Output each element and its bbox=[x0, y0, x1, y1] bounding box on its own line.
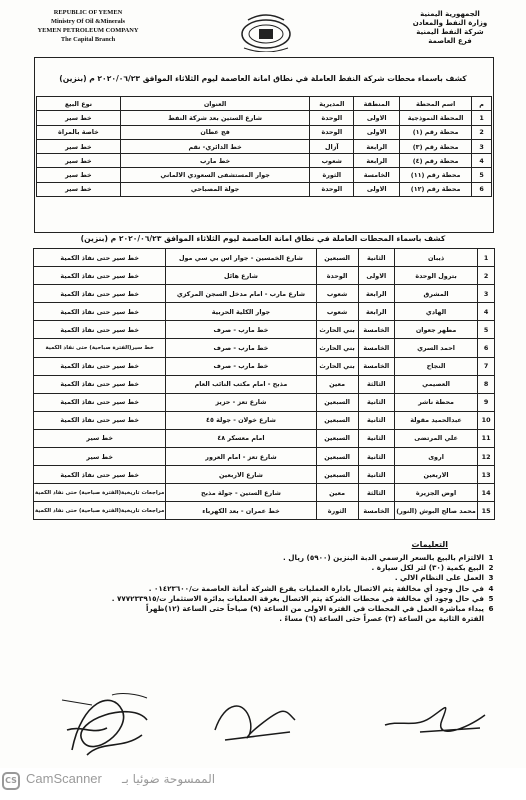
cell-zone: الخامسة bbox=[358, 339, 394, 357]
cell-station: الاربعين bbox=[394, 466, 477, 484]
cell-station: محمد صالح البوش (النور) bbox=[394, 502, 477, 520]
instruction-number: 3 bbox=[488, 573, 494, 583]
instruction-text: في حال وجود أي مخالفة في محطات الشركة يتم الاتصال بغرفة العمليات بدائرة الاستثمار ت/٧٧٧٢٣٣٩١٥ . bbox=[111, 593, 484, 603]
cell-address: شارع الستين بعد شركة النفط bbox=[120, 111, 310, 125]
cell-number: 2 bbox=[478, 267, 495, 285]
table-row bbox=[34, 249, 495, 267]
cell-address: شارع مارب - امام مدخل السجن المركزي bbox=[166, 285, 316, 303]
company-logo bbox=[238, 12, 294, 52]
cell-sale-type: خط سير حتى نفاذ الكمية bbox=[34, 357, 166, 375]
camscanner-brand: CamScanner bbox=[26, 771, 102, 786]
cell-district: السبعين bbox=[316, 411, 358, 429]
cell-zone: الاولى bbox=[354, 125, 400, 139]
table-row bbox=[34, 484, 495, 502]
cell-number: 4 bbox=[478, 303, 495, 321]
cell-number: 13 bbox=[478, 466, 495, 484]
letterhead-line: Ministry Of Oil &Minerals bbox=[50, 18, 125, 25]
table1-title: كشف باسماء محطات شركة النفط العاملة في نطاق امانة العاصمة ليوم الثلاثاء الموافق ٢٠٢٠/٠٦/٢٣ م (بنزين) bbox=[59, 74, 467, 83]
letterhead-line: The Capital Branch bbox=[60, 36, 116, 43]
cell-district: الثورة bbox=[316, 502, 358, 520]
cell-district: معين bbox=[316, 484, 358, 502]
cell-district: بني الحارث bbox=[316, 357, 358, 375]
cell-address: شارع خولان - جولة ٤٥ bbox=[166, 411, 316, 429]
cell-number: 1 bbox=[478, 249, 495, 267]
table-row bbox=[34, 502, 495, 520]
cell-station: علي المرتضى bbox=[394, 429, 477, 447]
table-row bbox=[37, 139, 492, 153]
cell-zone: الثانية bbox=[358, 249, 394, 267]
table-row bbox=[37, 154, 492, 168]
cell-sale-type: خط سير حتى نفاذ الكمية bbox=[34, 285, 166, 303]
cell-number: 11 bbox=[478, 429, 495, 447]
cell-sale-type: خط سير حتى نفاذ الكمية bbox=[34, 466, 166, 484]
cell-address: شارع الستين - جولة مذبح bbox=[166, 484, 316, 502]
cell-zone: الرابعة bbox=[354, 154, 400, 168]
cell-district: آزال bbox=[310, 139, 354, 153]
table-row bbox=[37, 168, 492, 182]
instruction-number: 4 bbox=[488, 583, 494, 593]
cell-zone: الاولى bbox=[354, 182, 400, 196]
cell-address: جوار المستشفى السعودي الالماني bbox=[120, 168, 310, 182]
cell-station: مطهر جعوان bbox=[394, 321, 477, 339]
cell-district: معين bbox=[316, 375, 358, 393]
cell-sale-type: خاصة بالمراة bbox=[37, 125, 121, 139]
instruction-item bbox=[28, 563, 498, 573]
cell-zone: الرابعة bbox=[354, 139, 400, 153]
cell-address: خط مارب bbox=[120, 154, 310, 168]
cell-address: مذبح - امام مكتب النائب العام bbox=[166, 375, 316, 393]
cell-station: محطة رقم (١) bbox=[400, 125, 472, 139]
cell-number: 2 bbox=[472, 125, 492, 139]
cell-sale-type: خط سير حتى نفاذ الكمية bbox=[34, 303, 166, 321]
instruction-text: في حال وجود أي مخالفة يتم الاتصال بادارة العمليات بفرع الشركة أمانة العاصمة ت/٠١٤٢٣٦٠٠ . bbox=[148, 583, 484, 593]
signature-right bbox=[380, 690, 490, 740]
cell-station: احمد السري bbox=[394, 339, 477, 357]
instruction-text: الفترة الثانية من الساعة (٣) عصراً حتى الساعة (٦) مساءً . bbox=[279, 614, 484, 624]
cell-number: 1 bbox=[472, 111, 492, 125]
cell-district: السبعين bbox=[316, 393, 358, 411]
table-row bbox=[37, 111, 492, 125]
cell-district: شعوب bbox=[316, 285, 358, 303]
cell-number: 3 bbox=[478, 285, 495, 303]
cell-station: اوض الجزيرة bbox=[394, 484, 477, 502]
company-stations-table bbox=[36, 96, 492, 197]
cell-station: محطة ناشر bbox=[394, 393, 477, 411]
cell-station: الهادي bbox=[394, 303, 477, 321]
cell-number: 10 bbox=[478, 411, 495, 429]
instruction-item bbox=[28, 573, 498, 583]
instruction-item bbox=[28, 604, 498, 614]
table-row bbox=[34, 285, 495, 303]
cell-number: 5 bbox=[478, 321, 495, 339]
table-row bbox=[34, 267, 495, 285]
cell-number: 6 bbox=[478, 339, 495, 357]
letterhead-line: YEMEN PETROLEUM COMPANY bbox=[37, 27, 139, 34]
cell-district: السبعين bbox=[316, 448, 358, 466]
cell-district: السبعين bbox=[316, 466, 358, 484]
cell-address: جولة المصباحي bbox=[120, 182, 310, 196]
cell-sale-type: خط سير bbox=[37, 154, 121, 168]
cell-address: خط مارب - صرف bbox=[166, 339, 316, 357]
cell-sale-type: خط سير(الفترة صباحية) حتى نفاذ الكمية bbox=[34, 339, 166, 357]
cell-sale-type: خط سير bbox=[34, 429, 166, 447]
letterhead-english bbox=[28, 8, 148, 44]
cell-district: شعوب bbox=[316, 303, 358, 321]
cell-address: شارع هائل bbox=[166, 267, 316, 285]
instruction-text: العمل على النظام الالي . bbox=[394, 573, 484, 583]
cell-sale-type: خط سير bbox=[37, 168, 121, 182]
letterhead-line: شركة النفط اليمنية bbox=[416, 28, 484, 36]
cell-address: خط عمران - بعد الكهرباء bbox=[166, 502, 316, 520]
letterhead-line: REPUBLIC OF YEMEN bbox=[53, 9, 123, 16]
cell-address: شارع تعز - حزيز bbox=[166, 393, 316, 411]
cell-zone: الاولى bbox=[354, 111, 400, 125]
cell-sale-type: مراجعات تاريخية(الفترة صباحية) حتى نفاذ الكمية bbox=[34, 502, 166, 520]
table-row bbox=[34, 429, 495, 447]
instruction-item bbox=[28, 553, 498, 563]
cell-sale-type: مراجعات تاريخية(الفترة صباحية) حتى نفاذ الكمية bbox=[34, 484, 166, 502]
cell-station: محطة رقم (١٢) bbox=[400, 182, 472, 196]
table-row bbox=[34, 448, 495, 466]
cell-address: خط مارب - صرف bbox=[166, 357, 316, 375]
table-row bbox=[34, 303, 495, 321]
instruction-item bbox=[28, 584, 498, 594]
header-cell: اسم المحطة bbox=[400, 97, 472, 111]
cell-sale-type: خط سير bbox=[37, 182, 121, 196]
instruction-number: 6 bbox=[488, 604, 494, 614]
header-cell: م bbox=[472, 97, 492, 111]
cell-district: الوحدة bbox=[310, 111, 354, 125]
cell-district: الثورة bbox=[310, 168, 354, 182]
cell-station: اروى bbox=[394, 448, 477, 466]
table2-title: كشف باسماء المحطات العاملة في نطاق امانة العاصمة ليوم الثلاثاء الموافق ٢٠٢٠/٠٦/٢٣ م (بنزين) bbox=[80, 234, 446, 243]
cell-station: ذيبان bbox=[394, 249, 477, 267]
cell-number: 8 bbox=[478, 375, 495, 393]
table-row bbox=[37, 182, 492, 196]
cell-zone: الاولى bbox=[358, 267, 394, 285]
table-row bbox=[34, 466, 495, 484]
cell-station: المحطة النموذجية bbox=[400, 111, 472, 125]
cell-address: امام معسكر ٤٨ bbox=[166, 429, 316, 447]
header-cell: المديرية bbox=[310, 97, 354, 111]
cell-sale-type: خط سير bbox=[37, 139, 121, 153]
cell-station: محطة رقم (٣) bbox=[400, 139, 472, 153]
cell-address: شارع الاربعين bbox=[166, 466, 316, 484]
cell-district: الوحدة bbox=[316, 267, 358, 285]
letterhead-line: الجمهورية اليمنية bbox=[420, 10, 480, 18]
letterhead-line: وزارة النفط والمعادن bbox=[412, 19, 488, 27]
cell-sale-type: خط سير حتى نفاذ الكمية bbox=[34, 411, 166, 429]
cell-number: 15 bbox=[478, 502, 495, 520]
table-row bbox=[37, 125, 492, 139]
camscanner-icon: CS bbox=[2, 772, 20, 790]
cell-district: السبعين bbox=[316, 249, 358, 267]
cell-zone: الرابعة bbox=[358, 303, 394, 321]
table-row bbox=[34, 393, 495, 411]
cell-zone: الثالثة bbox=[358, 484, 394, 502]
cell-sale-type: خط سير bbox=[37, 111, 121, 125]
cell-station: عبدالحميد مقولة bbox=[394, 411, 477, 429]
cell-number: 3 bbox=[472, 139, 492, 153]
cell-sale-type: خط سير حتى نفاذ الكمية bbox=[34, 393, 166, 411]
cell-zone: الثانية bbox=[358, 448, 394, 466]
cell-number: 9 bbox=[478, 393, 495, 411]
header-cell: العنوان bbox=[120, 97, 310, 111]
cell-address: شارع الخمسين - جوار اس بي سي مول bbox=[166, 249, 316, 267]
cell-sale-type: خط سير حتى نفاذ الكمية bbox=[34, 375, 166, 393]
cell-number: 7 bbox=[478, 357, 495, 375]
cell-address: جوار الكلية الحربية bbox=[166, 303, 316, 321]
cell-sale-type: خط سير حتى نفاذ الكمية bbox=[34, 321, 166, 339]
instruction-text: البيع بكمية (٣٠) لتر لكل سيارة . bbox=[371, 563, 484, 573]
table-row bbox=[34, 357, 495, 375]
cell-number: 12 bbox=[478, 448, 495, 466]
signature-left bbox=[52, 680, 162, 770]
cell-zone: الخامسة bbox=[354, 168, 400, 182]
cell-address: شارع تعز - امام العرور bbox=[166, 448, 316, 466]
cell-station: العصيمي bbox=[394, 375, 477, 393]
letterhead-arabic bbox=[400, 10, 500, 46]
instructions-section bbox=[28, 540, 498, 624]
private-stations-table bbox=[33, 248, 495, 520]
cell-district: بني الحارث bbox=[316, 321, 358, 339]
cell-station: النجاح bbox=[394, 357, 477, 375]
cell-zone: الثانية bbox=[358, 393, 394, 411]
cell-zone: الخامسة bbox=[358, 502, 394, 520]
cell-station: بترول الوحدة bbox=[394, 267, 477, 285]
cell-number: 5 bbox=[472, 168, 492, 182]
cell-number: 6 bbox=[472, 182, 492, 196]
instruction-text: يبداء مباشرة العمل في المحطات في الفترة الاولى من الساعة (٩) صباحاً حتى الساعة (١٢)ظهراً bbox=[146, 604, 484, 614]
cell-zone: الرابعة bbox=[358, 285, 394, 303]
cell-station: محطة رقم (١١) bbox=[400, 168, 472, 182]
camscanner-arabic-caption: الممسوحة ضوئيا بـ bbox=[122, 772, 216, 786]
cell-number: 14 bbox=[478, 484, 495, 502]
table-header-row bbox=[37, 97, 492, 111]
cell-district: بني الحارث bbox=[316, 339, 358, 357]
instruction-number: 1 bbox=[488, 553, 494, 562]
cell-address: خط مارب - صرف bbox=[166, 321, 316, 339]
cell-station: المشرق bbox=[394, 285, 477, 303]
cell-zone: الثانية bbox=[358, 411, 394, 429]
cell-number: 4 bbox=[472, 154, 492, 168]
cell-zone: الثالثة bbox=[358, 375, 394, 393]
table-row bbox=[34, 321, 495, 339]
cell-district: الوحدة bbox=[310, 182, 354, 196]
cell-zone: الثانية bbox=[358, 429, 394, 447]
cell-zone: الثانية bbox=[358, 466, 394, 484]
instruction-item bbox=[28, 594, 498, 604]
table-row bbox=[34, 339, 495, 357]
instruction-number: 5 bbox=[488, 593, 494, 603]
cell-district: السبعين bbox=[316, 429, 358, 447]
cell-sale-type: خط سير bbox=[34, 448, 166, 466]
header-cell: نوع البيع bbox=[37, 97, 121, 111]
table-row bbox=[34, 375, 495, 393]
instruction-text: الالتزام بالبيع بالسعر الرسمي الدبة البنزين (٥٩٠٠) ريال . bbox=[283, 553, 484, 562]
cell-station: محطة رقم (٤) bbox=[400, 154, 472, 168]
signature-middle bbox=[205, 690, 305, 750]
cell-address: فج عطان bbox=[120, 125, 310, 139]
cell-zone: الخامسة bbox=[358, 357, 394, 375]
cell-sale-type: خط سير حتى نفاذ الكمية bbox=[34, 249, 166, 267]
cell-address: خط الدائري- نقم bbox=[120, 139, 310, 153]
instructions-title: التعليمات bbox=[411, 540, 448, 549]
cell-sale-type: خط سير حتى نفاذ الكمية bbox=[34, 267, 166, 285]
cell-district: الوحدة bbox=[310, 125, 354, 139]
letterhead-line: فرع العاصمة bbox=[428, 37, 472, 45]
instruction-item bbox=[28, 614, 498, 624]
cell-district: شعوب bbox=[310, 154, 354, 168]
table-row bbox=[34, 411, 495, 429]
cell-zone: الخامسة bbox=[358, 321, 394, 339]
header-cell: المنطقة bbox=[354, 97, 400, 111]
instruction-number: 2 bbox=[488, 563, 494, 573]
instruction-number bbox=[484, 614, 498, 624]
